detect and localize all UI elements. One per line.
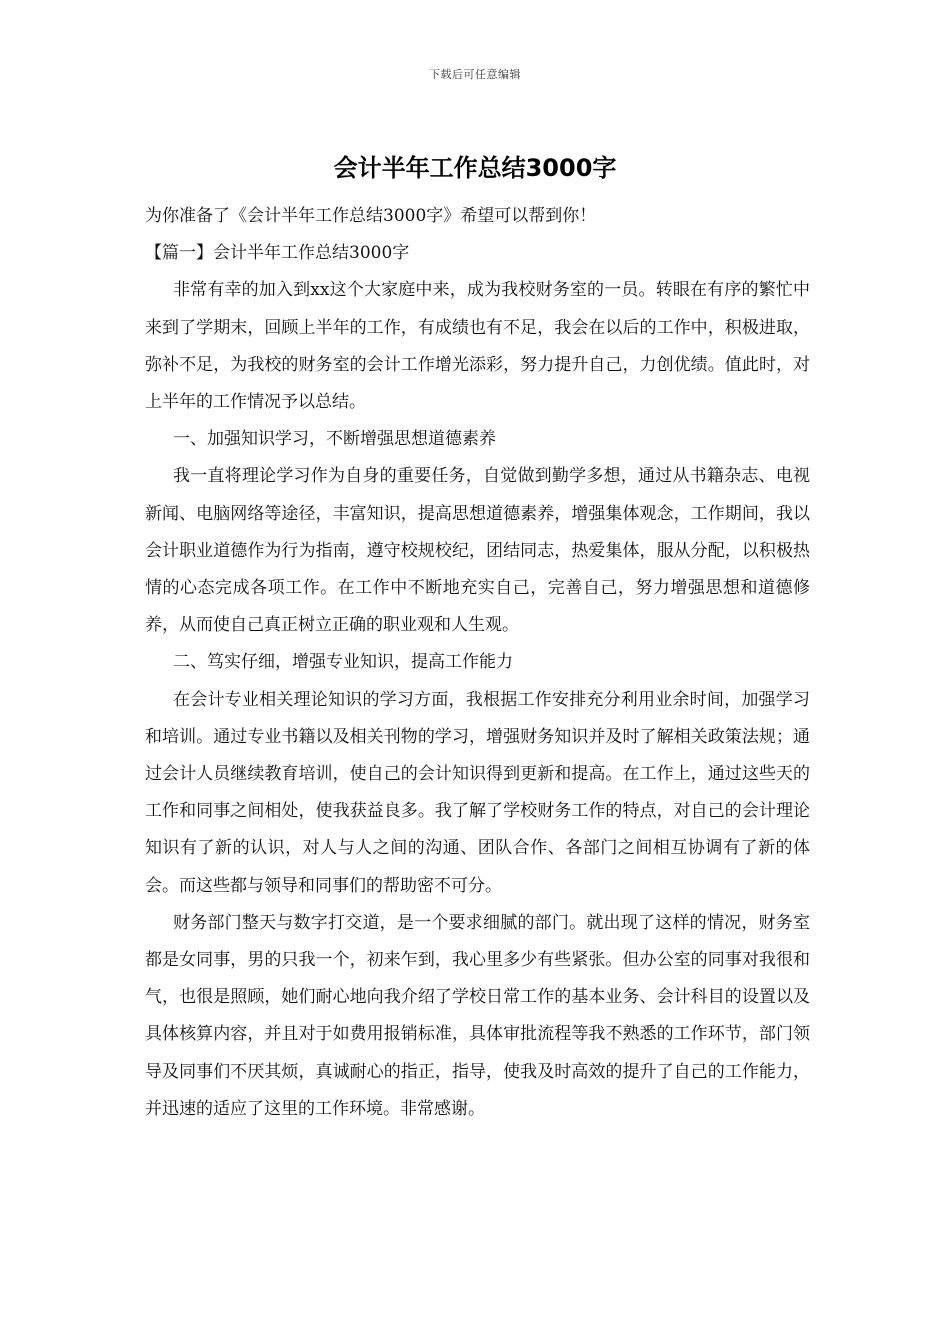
- body-paragraph: 在会计专业相关理论知识的学习方面，我根据工作安排充分利用业余时间，加强学习和培训。通过专业书籍以及相关刊物的学习，增强财务知识并及时了解相关政策法规；通过会计人员继续教育培训，使自己的会计知识得到更新和提高。在工作上，通过这些天的工作和同事之间相处，使我获益良多。我了解了学校财务工作的特点，对自己的会计理论知识有了新的认识，对人与人之间的沟通、团队合作、各部门之间相互协调有了新的体会。而这些都与领导和同事们的帮助密不可分。: [145, 689, 810, 896]
- document-title: 会计半年工作总结3000字: [333, 154, 617, 182]
- section-heading-part-one: 【篇一】会计半年工作总结3000字: [145, 243, 410, 264]
- header-note: 下载后可任意编辑: [429, 68, 521, 81]
- subheading-one: 一、加强知识学习，不断增强思想道德素养: [173, 429, 496, 450]
- intro-line: 为你准备了《会计半年工作总结3000字》希望可以帮到你！: [145, 206, 597, 226]
- body-paragraph: 非常有幸的加入到xx这个大家庭中来，成为我校财务室的一员。转眼在有序的繁忙中来到了学期末，回顾上半年的工作，有成绩也有不足，我会在以后的工作中，积极进取，弥补不足，为我校的财务室的会计工作增光添彩，努力提升自己，力创优绩。值此时，对上半年的工作情况予以总结。: [145, 280, 810, 413]
- body-paragraph: 我一直将理论学习作为自身的重要任务，自觉做到勤学多想，通过从书籍杂志、电视新闻、电脑网络等途径，丰富知识，提高思想道德素养，增强集体观念，工作期间，我以会计职业道德作为行为指南，遵守校规校纪，团结同志，热爱集体，服从分配，以积极热情的心态完成各项工作。在工作中不断地充实自己，完善自己，努力增强思想和道德修养，从而使自己真正树立正确的职业观和人生观。: [145, 466, 810, 636]
- document-body: [145, 198, 810, 1128]
- body-paragraph: 财务部门整天与数字打交道，是一个要求细腻的部门。就出现了这样的情况，财务室都是女同事，男的只我一个，初来乍到，我心里多少有些紧张。但办公室的同事对我很和气，也很是照顾，她们耐心地向我介绍了学校日常工作的基本业务、会计科目的设置以及具体核算内容，并且对于如费用报销标准，具体审批流程等我不熟悉的工作环节，部门领导及同事们不厌其烦，真诚耐心的指正，指导，使我及时高效的提升了自己的工作能力，并迅速的适应了这里的工作环境。非常感谢。: [145, 912, 810, 1119]
- subheading-two: 二、笃实仔细，增强专业知识，提高工作能力: [173, 652, 513, 673]
